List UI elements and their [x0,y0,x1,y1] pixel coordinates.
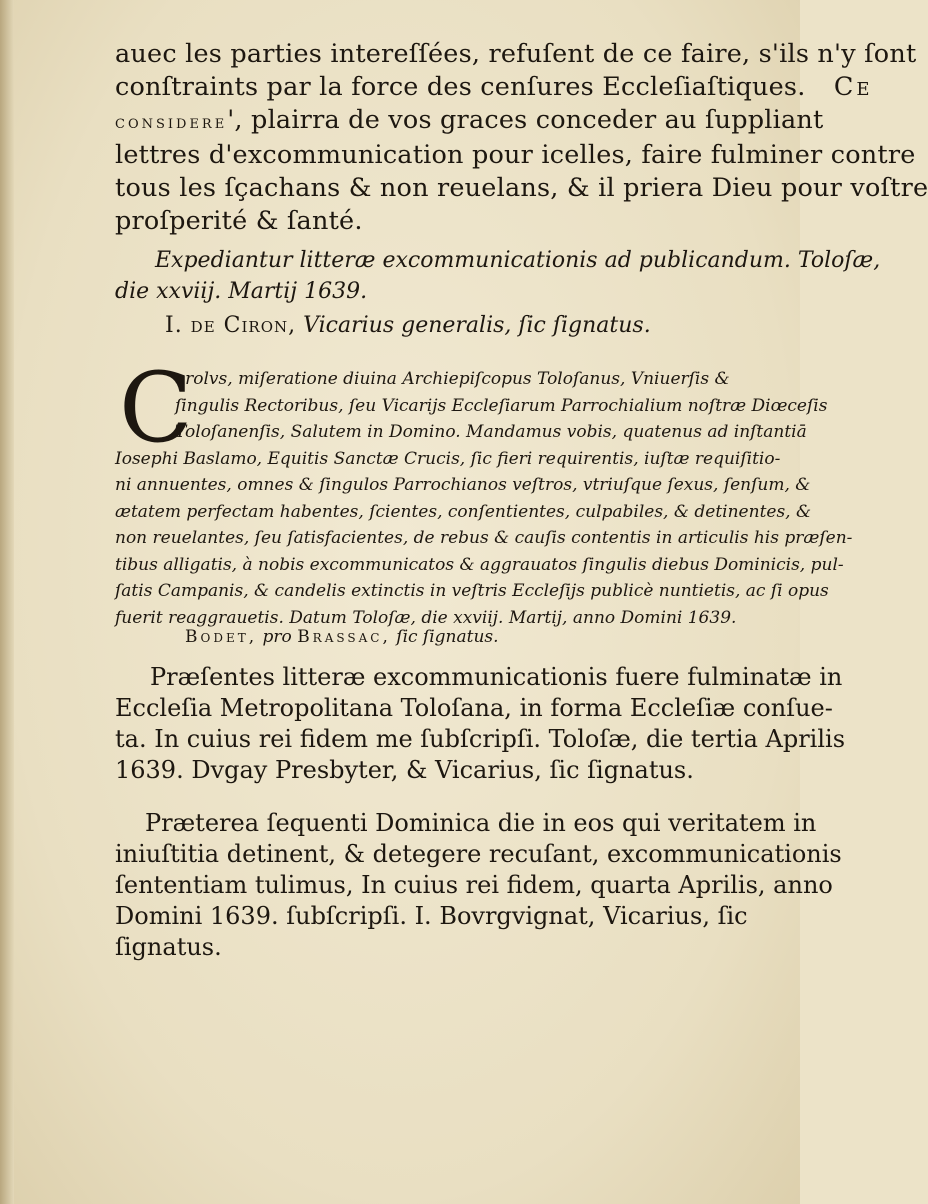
text-line: ætatem perfectam habentes, ſcientes, conſentientes, culpabiles, & detinentes, & [115,501,812,522]
text-line: Toloſanenſis, Salutem in Domino. Mandamus vobis, quatenus ad inſtantiā [175,422,807,442]
bodet-signature [185,624,745,650]
text-line: iniuſtitia detinent, & detegere recuſant, excommunicationis [115,840,842,868]
text-line: die xxviij. Martij 1639. [115,279,368,304]
signatory-name: Brassac, [297,627,391,647]
drop-cap-letter: C [119,352,193,464]
small-caps-text: Ce [833,72,873,102]
page-binding-edge [0,0,14,1204]
praesentes-paragraph [115,662,846,786]
text-line: Præterea ſequenti Dominica die in eos qui veritatem in [145,809,817,837]
signatory-title: Vicarius generalis, ſic ſignatus. [303,313,651,338]
text-line: Eccleſia Metropolitana Toloſana, in forma Eccleſiæ conſue- [115,694,833,722]
text-line: Expediantur litteræ excommunicationis ad publicandum. Toloſæ, [155,248,881,273]
text-line: non reuelantes, ſeu ſatisfacientes, de rebus & cauſis contentis in articulis his præſen- [115,528,853,548]
text-line: ſatis Campanis, & candelis extinctis in veſtris Eccleſijs publicè nuntietis, ac ſi opus [115,581,829,601]
expediantur-order [115,245,881,307]
text-line: Præſentes litteræ excommunicationis fuere fulminatæ in [150,663,843,691]
text-span: conſtraints par la force des cenſures Eccleſiaſtiques. [115,72,806,102]
text-line: ſententiam tulimus, In cuius rei fidem, quarta Aprilis, anno [115,871,833,899]
text-line: auec les parties intereſſées, refuſent de ce faire, s'ils n'y ſont [115,39,917,69]
text-line: 1639. Dvgay Presbyter, & Vicarius, ſic ſignatus. [115,756,694,784]
signatory-name: I. de Ciron, [165,313,297,338]
text-line: fuerit reaggrauetis. Datum Toloſæ, die xxviij. Martij, anno Domini 1639. [115,607,737,628]
text-line: ſignatus. [115,933,222,961]
text-line: arolvs, miſeratione diuina Archiepiſcopus Toloſanus, Vniuerſis & [175,369,730,389]
text-span: pro [262,627,292,647]
praeterea-paragraph [115,808,842,963]
text-line [115,71,873,104]
text-line: ni annuentes, omnes & ſingulos Parrochianos veſtros, vtriuſque ſexus, ſenſum, & [115,475,811,495]
text-line: Domini 1639. ſubſcripſi. I. Bovrgvignat, Vicarius, ſic [115,902,748,930]
text-line: lettres d'excommunication pour icelles, faire fulminer contre [115,140,916,170]
text-line: Iosephi Baslamo, Equitis Sanctæ Crucis, ſic fieri requirentis, iuſtæ requiſitio- [115,448,781,469]
french-petition-paragraph [115,38,928,238]
text-line: ſingulis Rectoribus, ſeu Vicarijs Eccleſiarum Parrochialium noſtræ Diœceſis [175,395,828,416]
text-line: tibus alligatis, à nobis excommunicatos & aggrauatos ſingulis diebus Dominicis, pul- [115,554,844,575]
text-span: ſic ſignatus. [396,627,499,647]
text-span: ', plairra de vos graces conceder au ſuppliant [227,105,824,135]
text-line [115,104,824,139]
latin-mandate-paragraph [115,352,853,631]
ciron-signature [165,312,765,340]
signatory-name: Bodet, [185,627,258,647]
text-line: tous les ſçachans & non reuelans, & il priera Dieu pour voſtre [115,173,928,203]
text-line: proſperité & ſanté. [115,206,363,236]
text-line: ta. In cuius rei fidem me ſubſcripſi. Toloſæ, die tertia Aprilis [115,725,846,753]
small-caps-text: considere [115,111,228,133]
